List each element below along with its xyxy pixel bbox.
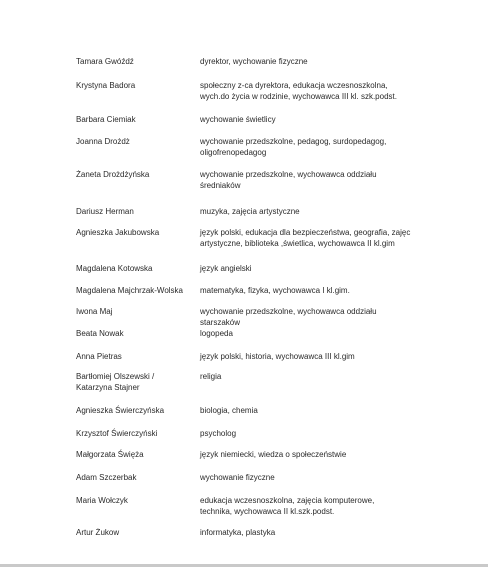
staff-role-line: muzyka, zajęcia artystyczne <box>200 207 300 216</box>
staff-name-line: Anna Pietras <box>76 352 122 361</box>
staff-role-line: matematyka, fizyka, wychowawca I kl.gim. <box>200 286 350 295</box>
staff-role <box>200 351 420 362</box>
staff-role <box>200 371 420 382</box>
staff-name <box>76 206 194 217</box>
staff-role <box>200 227 420 249</box>
staff-name-line: Maria Wołczyk <box>76 496 128 505</box>
staff-role-line: wychowanie przedszkolne, wychowawca oddziału <box>200 170 377 179</box>
staff-name <box>76 351 194 362</box>
staff-name <box>76 169 194 180</box>
staff-role <box>200 114 420 125</box>
staff-role <box>200 428 420 439</box>
staff-role <box>200 495 420 517</box>
staff-role-line: psycholog <box>200 429 237 438</box>
staff-role <box>200 206 420 217</box>
staff-role-line: język angielski <box>200 264 252 273</box>
staff-name-line: Artur Żukow <box>76 528 120 537</box>
staff-role-line: artystyczne, biblioteka ,świetlica, wychowawca II kl.gim <box>200 239 395 248</box>
staff-name <box>76 405 194 416</box>
staff-name <box>76 472 194 483</box>
staff-role <box>200 472 420 483</box>
staff-role-line: średniaków <box>200 181 241 190</box>
staff-name-line: Agnieszka Jakubowska <box>76 228 160 237</box>
staff-name-line: Tamara Gwóźdź <box>76 57 134 66</box>
staff-name <box>76 56 194 67</box>
staff-name-line: Beata Nowak <box>76 329 124 338</box>
staff-role <box>200 328 420 339</box>
staff-role-line: religia <box>200 372 222 381</box>
staff-role-line: wych.do życia w rodzinie, wychowawca III kl. szk.podst. <box>200 92 397 101</box>
staff-role-line: wychowanie świetlicy <box>200 115 276 124</box>
staff-role <box>200 405 420 416</box>
staff-role <box>200 285 420 296</box>
staff-name-line: Katarzyna Stajner <box>76 383 140 392</box>
staff-role-line: język polski, edukacja dla bezpieczeństwa, geografia, zajęc <box>200 228 411 237</box>
staff-name <box>76 80 194 91</box>
staff-role-line: wychowanie przedszkolne, wychowawca oddziału <box>200 307 377 316</box>
staff-role-line: biologia, chemia <box>200 406 258 415</box>
staff-role <box>200 449 420 460</box>
staff-role <box>200 306 420 328</box>
staff-role-line: technika, wychowawca II kl.szk.podst. <box>200 507 335 516</box>
staff-role-line: wychowanie fizyczne <box>200 473 275 482</box>
staff-role-line: język niemiecki, wiedza o społeczeństwie <box>200 450 347 459</box>
staff-name-line: Dariusz Herman <box>76 207 134 216</box>
staff-name-line: Bartłomiej Olszewski / <box>76 372 155 381</box>
staff-role-line: wychowanie przedszkolne, pedagog, surdopedagog, <box>200 137 387 146</box>
staff-role-line: społeczny z-ca dyrektora, edukacja wczesnoszkolna, <box>200 81 388 90</box>
staff-name-line: Krzysztof Świerczyński <box>76 429 158 438</box>
staff-role-line: język polski, historia, wychowawca III kl.gim <box>200 352 355 361</box>
staff-name <box>76 136 194 147</box>
staff-name-line: Krystyna Badora <box>76 81 136 90</box>
staff-role-line: edukacja wczesnoszkolna, zajęcia komputerowe, <box>200 496 375 505</box>
staff-name-line: Magdalena Majchrzak-Wolska <box>76 286 184 295</box>
staff-name <box>76 285 194 296</box>
staff-role <box>200 136 420 158</box>
staff-name <box>76 495 194 506</box>
staff-role <box>200 263 420 274</box>
staff-name-line: Małgorzata Święża <box>76 450 144 459</box>
staff-name <box>76 527 194 538</box>
staff-name <box>76 449 194 460</box>
staff-name <box>76 328 194 339</box>
staff-name-line: Magdalena Kotowska <box>76 264 153 273</box>
staff-name-line: Agnieszka Świerczyńska <box>76 406 165 415</box>
staff-role <box>200 169 420 191</box>
staff-name <box>76 227 194 238</box>
staff-name-line: Iwona Maj <box>76 307 113 316</box>
staff-role <box>200 527 420 538</box>
staff-name <box>76 371 194 393</box>
staff-name <box>76 428 194 439</box>
staff-role-line: starszaków <box>200 318 241 327</box>
staff-name <box>76 306 194 317</box>
staff-name-line: Żaneta Drożdżyńska <box>76 170 150 179</box>
staff-role-line: informatyka, plastyka <box>200 528 276 537</box>
staff-role-line: oligofrenopedagog <box>200 148 267 157</box>
staff-name-line: Barbara Ciemiak <box>76 115 136 124</box>
staff-role-line: dyrektor, wychowanie fizyczne <box>200 57 308 66</box>
staff-name <box>76 114 194 125</box>
staff-role <box>200 80 420 102</box>
staff-name-line: Adam Szczerbak <box>76 473 137 482</box>
staff-name-line: Joanna Drożdż <box>76 137 130 146</box>
staff-role-line: logopeda <box>200 329 233 338</box>
staff-name <box>76 263 194 274</box>
staff-role <box>200 56 420 67</box>
